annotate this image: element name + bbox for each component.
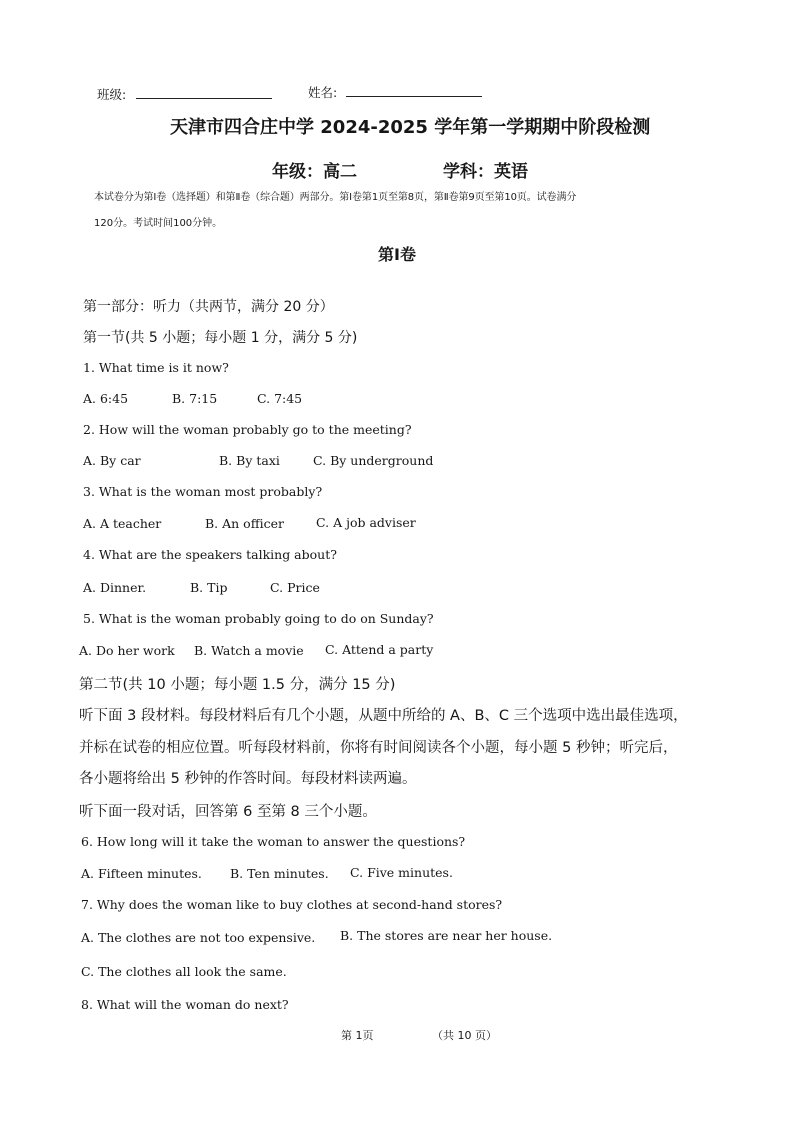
section2-instructions-line2: 并标在试卷的相应位置。听每段材料前，你将有时间阅读各个小题，每小题 5 秒钟；听完后，: [79, 740, 678, 756]
section2-instructions-line1: 听下面 3 段材料。每段材料后有几个小题，从题中所给的 A、B、C 三个选项中选出最佳选项，: [79, 708, 688, 724]
q7-option-b[interactable]: B. The stores are near her house.: [340, 928, 553, 943]
q4-option-a[interactable]: A. Dinner.: [83, 580, 147, 595]
q1-option-c[interactable]: C. 7:45: [257, 391, 303, 406]
name-label: 姓名:: [308, 85, 338, 100]
section1-heading: 第一节(共 5 小题；每小题 1 分，满分 5 分): [83, 330, 358, 346]
q3-option-a[interactable]: A. A teacher: [83, 516, 162, 531]
page-number: 第 1页: [341, 1029, 374, 1042]
q5-option-b[interactable]: B. Watch a movie: [194, 643, 304, 658]
grade-label: 年级：高二: [272, 162, 357, 182]
instructions-line1: 本试卷分为第Ⅰ卷（选择题）和第Ⅱ卷（综合题）两部分。第Ⅰ卷第1页至第8页，第Ⅱ卷第9页至第10页。试卷满分: [94, 192, 577, 203]
q7-option-c[interactable]: C. The clothes all look the same.: [81, 964, 287, 979]
q5-option-a[interactable]: A. Do her work: [79, 643, 175, 658]
q1-option-a[interactable]: A. 6:45: [83, 391, 129, 406]
q3-option-b[interactable]: B. An officer: [205, 516, 284, 531]
page-total: （共 10 页）: [432, 1029, 497, 1042]
volume-heading: 第Ⅰ卷: [378, 245, 416, 264]
q6-option-a[interactable]: A. Fifteen minutes.: [81, 866, 202, 881]
question-3: 3. What is the woman most probably?: [83, 484, 323, 499]
class-label: 班级:: [97, 87, 127, 102]
subject-label: 学科：英语: [443, 162, 528, 182]
q6-option-c[interactable]: C. Five minutes.: [350, 865, 453, 880]
q2-option-a[interactable]: A. By car: [83, 453, 141, 468]
section2-heading: 第二节(共 10 小题；每小题 1.5 分，满分 15 分): [79, 677, 396, 693]
question-7: 7. Why does the woman like to buy clothes at second-hand stores?: [81, 897, 503, 912]
q4-option-b[interactable]: B. Tip: [190, 580, 228, 595]
q7-option-a[interactable]: A. The clothes are not too expensive.: [81, 930, 316, 945]
instructions-line2: 120分。考试时间100分钟。: [94, 218, 223, 229]
part1-heading: 第一部分：听力（共两节，满分 20 分）: [83, 299, 334, 315]
q6-option-b[interactable]: B. Ten minutes.: [230, 866, 329, 881]
question-1: 1. What time is it now?: [83, 360, 229, 375]
q2-option-c[interactable]: C. By underground: [313, 453, 434, 468]
class-blank-line[interactable]: [136, 84, 272, 99]
q1-option-b[interactable]: B. 7:15: [172, 391, 218, 406]
q3-option-c[interactable]: C. A job adviser: [316, 515, 416, 530]
question-5: 5. What is the woman probably going to do on Sunday?: [83, 611, 434, 626]
section2-instructions-line3: 各小题将给出 5 秒钟的作答时间。每段材料读两遍。: [79, 771, 417, 787]
dialog-intro: 听下面一段对话，回答第 6 至第 8 三个小题。: [79, 804, 377, 820]
question-2: 2. How will the woman probably go to the meeting?: [83, 422, 412, 437]
question-4: 4. What are the speakers talking about?: [83, 547, 337, 562]
question-6: 6. How long will it take the woman to answer the questions?: [81, 834, 466, 849]
name-blank-line[interactable]: [346, 82, 482, 97]
q5-option-c[interactable]: C. Attend a party: [325, 642, 434, 657]
exam-title: 天津市四合庄中学 2024-2025 学年第一学期期中阶段检测: [170, 117, 651, 138]
question-8: 8. What will the woman do next?: [81, 997, 289, 1012]
q4-option-c[interactable]: C. Price: [270, 580, 320, 595]
q2-option-b[interactable]: B. By taxi: [219, 453, 280, 468]
